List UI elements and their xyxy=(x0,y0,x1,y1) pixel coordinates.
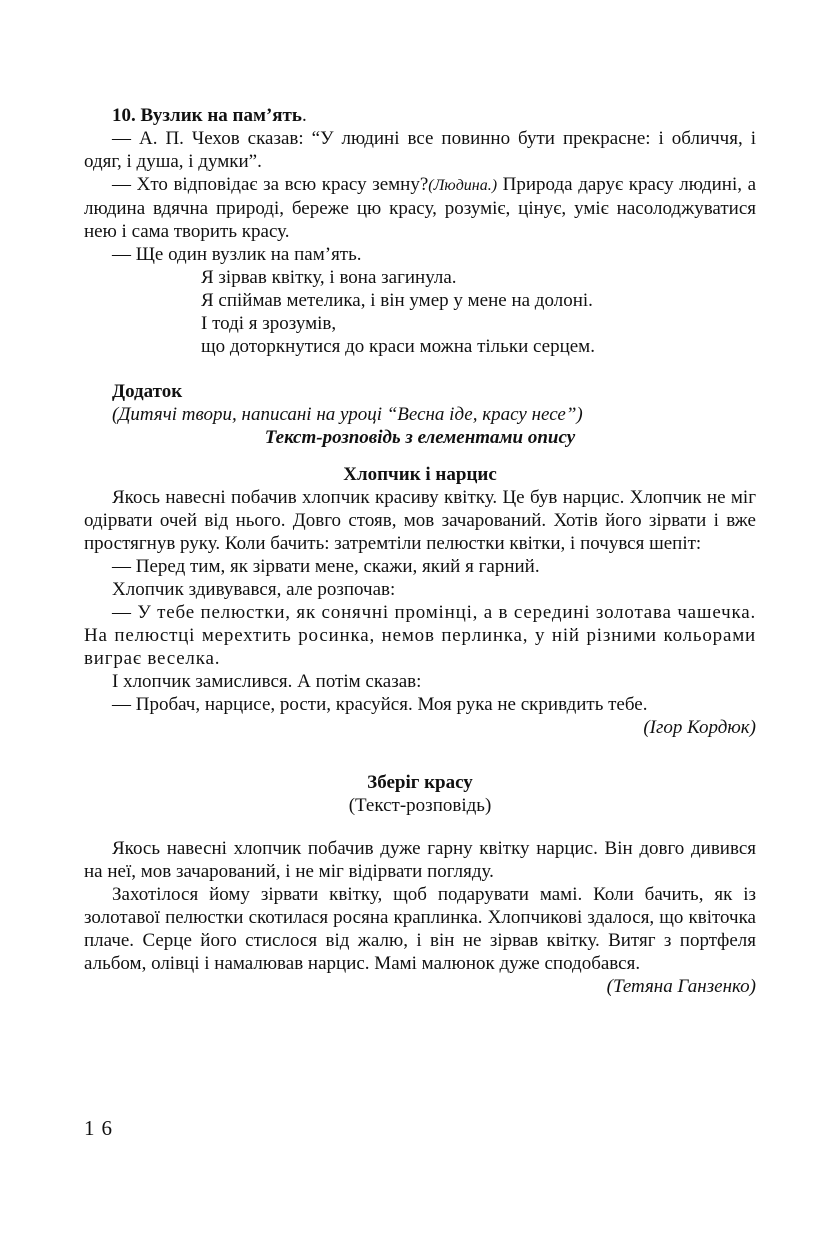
story1-paragraph: І хлопчик замислився. А потім сказав: xyxy=(112,671,422,692)
section-number: 10. xyxy=(112,105,141,126)
poem xyxy=(84,266,756,358)
knot-paragraph: — Ще один вузлик на пам’ять. xyxy=(112,244,362,265)
page-number: 16 xyxy=(84,1116,119,1140)
question-end: Природа дарує красу людині, а людина вдячна природі, береже цю красу, розуміє, цінує, уміє насолоджуватися нею і сама творить красу. xyxy=(84,174,757,242)
poem-line: Я зірвав квітку, і вона загинула. xyxy=(201,267,457,288)
story1-paragraph: Якось навесні побачив хлопчик красиву квітку. Це був нарцис. Хлопчик не міг одірвати очей від нього. Довго стояв, мов зачарований. Хотів його зірвати і вже простягнув руку. Коли бачить: затремтіли пелюстки квітки, і почувся шепіт: xyxy=(84,487,756,554)
story2-paragraph: Якось навесні хлопчик побачив дуже гарну квітку нарцис. Він довго дивився на неї, мов зачарований, і не міг відірвати погляду. xyxy=(84,838,756,882)
appendix-title: Додаток xyxy=(112,381,183,402)
story2-title: Зберіг красу xyxy=(367,772,473,793)
poem-line: Я спіймав метелика, і він умер у мене на долоні. xyxy=(201,290,593,311)
story1-paragraph: — Пробач, нарцисе, рости, красуйся. Моя рука не скривдить тебе. xyxy=(112,694,648,715)
poem-line: І тоді я зрозумів, xyxy=(201,313,337,334)
answer-note: (Людина.) xyxy=(428,177,498,194)
story2-paragraph: Захотілося йому зірвати квітку, щоб подарувати мамі. Коли бачить, як із золотавої пелюстки скотилася росяна краплинка. Хлопчикові здалося, що квіточка плаче. Серце його стислося від жалю, і він не зірвав квітку. Витяг з портфеля альбом, олівці і намалював нарцис. Мамі малюнок дуже сподобався. xyxy=(84,884,756,974)
story2-subtitle: (Текст-розповідь) xyxy=(348,795,492,816)
question-paragraph xyxy=(84,173,756,243)
story1-title: Хлопчик і нарцис xyxy=(343,464,497,485)
story1-paragraph: — Перед тим, як зірвати мене, скажи, який я гарний. xyxy=(112,556,540,577)
question-start: — Хто відповідає за всю красу земну? xyxy=(112,174,429,195)
poem-line: що доторкнутися до краси можна тільки серцем. xyxy=(201,336,595,357)
section-heading xyxy=(84,104,756,127)
story1-paragraph: — У тебе пелюстки, як сонячні промінці, а в середині золотава чашечка. На пелюстці мерехтить росинка, немов перлинка, у ній різними кольорами виграє веселка. xyxy=(84,602,756,669)
story1-paragraph: Хлопчик здивувався, але розпочав: xyxy=(112,579,396,600)
section-title-dot: . xyxy=(301,105,307,126)
quote-paragraph: — А. П. Чехов сказав: “У людині все повинно бути прекрасне: і обличчя, і одяг, і душа, і думки”. xyxy=(84,128,756,172)
story2-author: (Тетяна Ганзенко) xyxy=(606,976,756,997)
story1-author: (Ігор Кордюк) xyxy=(643,717,756,738)
page-content xyxy=(84,104,756,998)
appendix-genre: Текст-розповідь з елементами опису xyxy=(264,427,576,448)
section-title: Вузлик на пам’ять xyxy=(140,105,302,126)
appendix-subtitle: (Дитячі твори, написані на уроці “Весна іде, красу несе”) xyxy=(112,404,583,425)
